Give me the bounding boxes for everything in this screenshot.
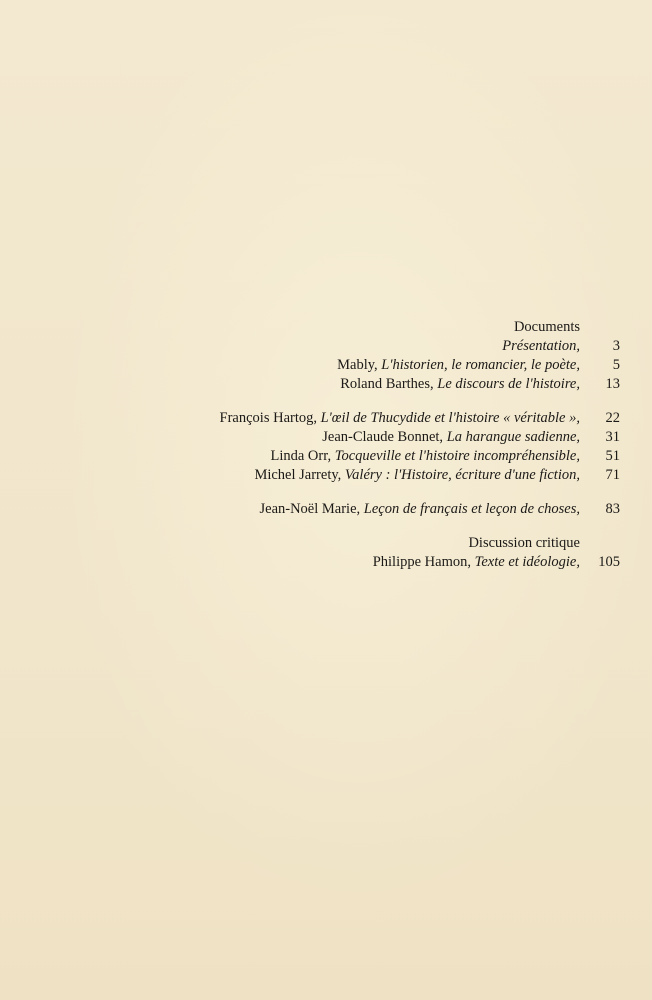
toc-entry bbox=[0, 466, 652, 485]
entry-title: L'œil de Thucydide et l'histoire « véritable », bbox=[320, 410, 580, 426]
entry-page-number: 71 bbox=[605, 467, 620, 483]
entry-title: Le discours de l'histoire, bbox=[437, 376, 580, 392]
toc-entry bbox=[0, 356, 652, 375]
toc-entry bbox=[0, 500, 652, 519]
entry-page-number: 3 bbox=[612, 338, 620, 354]
section-heading-documents: Documents bbox=[513, 319, 580, 335]
entry-author: Roland Barthes, bbox=[340, 376, 438, 392]
toc-entry bbox=[0, 337, 652, 356]
toc-entry bbox=[0, 409, 652, 428]
entry-author: Linda Orr, bbox=[270, 448, 335, 464]
entry-title: Présentation, bbox=[502, 338, 580, 354]
entry-author: Mably, bbox=[337, 357, 382, 373]
entry-author: Jean-Claude Bonnet, bbox=[322, 429, 447, 445]
entry-title: Tocqueville et l'histoire incompréhensible, bbox=[334, 448, 580, 464]
entry-page-number: 5 bbox=[612, 357, 620, 373]
toc-entry bbox=[0, 375, 652, 394]
section-spacer bbox=[0, 485, 652, 500]
entry-author: Michel Jarrety, bbox=[254, 467, 345, 483]
entry-page-number: 22 bbox=[605, 410, 620, 426]
section-spacer bbox=[0, 519, 652, 534]
entry-page-number: 13 bbox=[605, 376, 620, 392]
entry-title: Texte et idéologie, bbox=[474, 554, 580, 570]
entry-page-number: 51 bbox=[605, 448, 620, 464]
entry-author: Jean-Noël Marie, bbox=[259, 501, 364, 517]
section-heading-discussion: Discussion critique bbox=[468, 535, 580, 551]
section-spacer bbox=[0, 394, 652, 409]
entry-page-number: 105 bbox=[598, 554, 620, 570]
entry-author: Philippe Hamon, bbox=[372, 554, 475, 570]
toc-entry bbox=[0, 553, 652, 572]
entry-title: Leçon de français et leçon de choses, bbox=[363, 501, 580, 517]
entry-page-number: 83 bbox=[605, 501, 620, 517]
toc-entry bbox=[0, 428, 652, 447]
entry-page-number: 31 bbox=[605, 429, 620, 445]
entry-author: François Hartog, bbox=[219, 410, 321, 426]
entry-title: L'historien, le romancier, le poète, bbox=[381, 357, 580, 373]
toc-entry bbox=[0, 447, 652, 466]
table-of-contents bbox=[0, 318, 652, 572]
entry-title: Valéry : l'Histoire, écriture d'une fiction, bbox=[344, 467, 580, 483]
entry-title: La harangue sadienne, bbox=[446, 429, 580, 445]
